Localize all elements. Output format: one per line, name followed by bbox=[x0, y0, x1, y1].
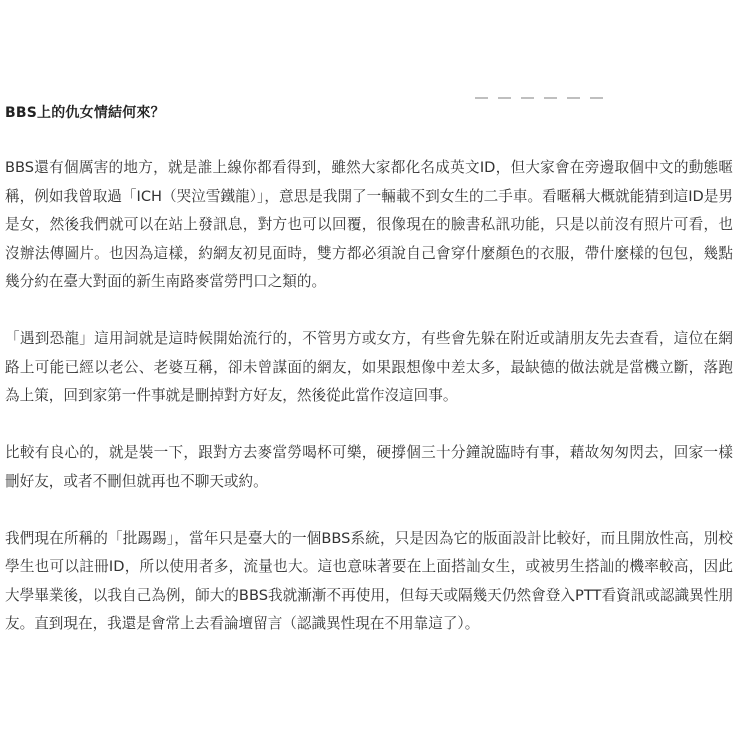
dash bbox=[521, 97, 534, 99]
dash bbox=[544, 97, 557, 99]
dash bbox=[567, 97, 580, 99]
paragraph-bbs-nicknames: BBS還有個厲害的地方，就是誰上線你都看得到，雖然大家都化名成英文ID，但大家會在旁邊取個中文的動態暱稱，例如我曾取過「ICH（哭泣雪鐵龍）」，意思是我開了一輛載不到女生的二手車。看暱稱大概就能猜到這ID是男是女，然後我們就可以在站上發訊息，對方也可以回覆，很像現在的臉書私訊功能，只是以前沒有照片可看，也沒辦法傳圖片。也因為這樣，約網友初見面時，雙方都必須說自己會穿什麼顏色的衣服，帶什麼樣的包包，幾點幾分約在臺大對面的新生南路麥當勞門口之類的。 bbox=[5, 159, 733, 290]
dash bbox=[498, 97, 511, 99]
paragraph-meeting-dinosaur: 「遇到恐龍」這用詞就是這時候開始流行的，不管男方或女方，有些會先躲在附近或請朋友先去查看，這位在網路上可能已經以老公、老婆互稱，卻未曾謀面的網友，如果跟想像中差太多，最缺德的做法就是當機立斷，落跑為上策，回到家第一件事就是刪掉對方好友，然後從此當作沒這回事。 bbox=[5, 330, 733, 404]
paragraph-ptt-history: 我們現在所稱的「批踢踢」，當年只是臺大的一個BBS系統，只是因為它的版面設計比較好，而且開放性高，別校學生也可以註冊ID，所以使用者多，流量也大。這也意味著要在上面搭訕女生，或被男生搭訕的機率較高，因此大學畢業後，以我自己為例，師大的BBS我就漸漸不再使用，但每天或隔幾天仍然會登入PTT看資訊或認識異性朋友。直到現在，我還是會常上去看論壇留言（認識異性現在不用靠這了）。 bbox=[5, 529, 733, 632]
paragraph-polite-escape: 比較有良心的，就是裝一下，跟對方去麥當勞喝杯可樂，硬撐個三十分鐘說臨時有事，藉故匆匆閃去，回家一樣刪好友，或者不刪但就再也不聊天或約。 bbox=[5, 444, 733, 490]
dash bbox=[475, 97, 488, 99]
separator-dashes bbox=[475, 97, 603, 99]
section-heading: BBS上的仇女情結何來？ bbox=[5, 105, 165, 121]
article-body bbox=[5, 154, 733, 667]
dash bbox=[590, 97, 603, 99]
